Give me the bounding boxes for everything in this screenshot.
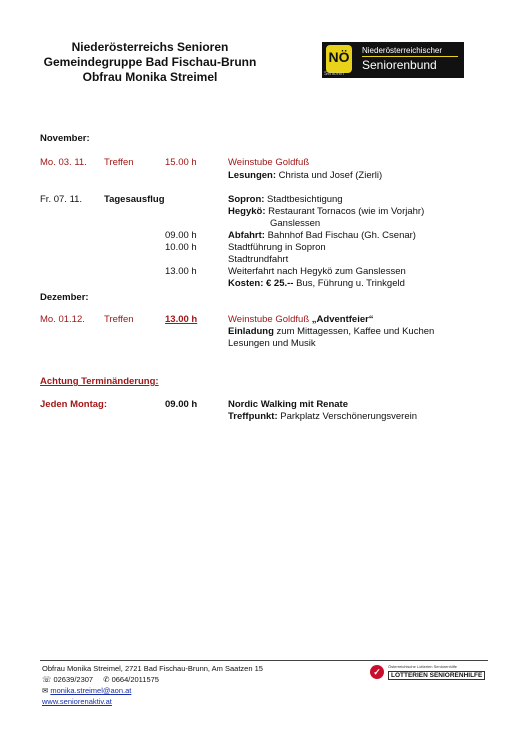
email-icon: ✉ bbox=[42, 686, 51, 695]
notice-time: 09.00 h bbox=[165, 399, 198, 410]
event-date: Mo. 03. 11. bbox=[40, 157, 87, 168]
event-type: Treffen bbox=[104, 314, 134, 325]
event-detail: Lesungen und Musik bbox=[228, 338, 316, 349]
logo-divider bbox=[362, 56, 458, 57]
footer-phones bbox=[42, 675, 159, 684]
detail-text: Stadtbesichtigung bbox=[264, 194, 343, 205]
event-date: Mo. 01.12. bbox=[40, 314, 85, 325]
detail-label: Treffpunkt: bbox=[228, 411, 278, 422]
cost-text: Bus, Führung u. Trinkgeld bbox=[293, 278, 405, 289]
footer-divider bbox=[40, 660, 488, 661]
footer-email-link[interactable]: monika.streimel@aon.at bbox=[50, 686, 132, 695]
event-time: 13.00 h bbox=[165, 266, 197, 277]
logo-badge: NÖ bbox=[326, 45, 352, 73]
event-date: Fr. 07. 11. bbox=[40, 194, 83, 205]
footer-address: Obfrau Monika Streimel, 2721 Bad Fischau-Brunn, Am Saatzen 15 bbox=[42, 664, 263, 673]
lotto-caption: Österreichische Lotterien Seniorenhilfe bbox=[388, 664, 457, 669]
event-detail: Ganslessen bbox=[270, 218, 321, 229]
cost-label: Kosten: € 25.-- bbox=[228, 278, 294, 289]
detail-label: Lesungen: bbox=[228, 170, 277, 181]
event-detail bbox=[228, 278, 405, 289]
event-location-line bbox=[228, 314, 374, 325]
detail-label: Einladung bbox=[228, 326, 274, 337]
phone-icon: ☏ bbox=[42, 675, 54, 684]
detail-text: Restaurant Tornacos (wie im Vorjahr) bbox=[265, 206, 425, 217]
mobile-icon: ✆ bbox=[103, 675, 112, 684]
notice-title: Nordic Walking mit Renate bbox=[228, 399, 348, 410]
lotterien-logo bbox=[370, 664, 486, 686]
logo-badge-caption: Senioren bbox=[324, 71, 345, 77]
event-detail bbox=[228, 194, 343, 205]
group-name: Gemeindegruppe Bad Fischau-Brunn bbox=[43, 55, 257, 69]
event-time: 10.00 h bbox=[165, 242, 197, 253]
event-location: Weinstube Goldfuß bbox=[228, 157, 310, 168]
detail-text: Parkplatz Verschönerungsverein bbox=[277, 411, 418, 422]
event-detail bbox=[228, 326, 434, 337]
lotterien-logo-icon: ✓ bbox=[370, 665, 384, 679]
lotto-title: LOTTERIEN SENIORENHILFE bbox=[388, 671, 485, 680]
detail-label: Sopron: bbox=[228, 194, 265, 205]
event-detail: Stadtrundfahrt bbox=[228, 254, 289, 265]
detail-label: Hegykö: bbox=[228, 206, 266, 217]
notice-day: Jeden Montag: bbox=[40, 399, 108, 410]
event-detail bbox=[228, 170, 382, 181]
event-type: Tagesausflug bbox=[104, 194, 165, 205]
footer-email-line bbox=[42, 686, 131, 695]
event-detail: Stadtführung in Sopron bbox=[228, 242, 326, 253]
detail-label: Abfahrt: bbox=[228, 230, 265, 241]
footer-phone: 02639/2307 bbox=[53, 675, 94, 684]
event-detail bbox=[228, 206, 424, 217]
heading-november: November: bbox=[40, 133, 90, 144]
detail-text: zum Mittagessen, Kaffee und Kuchen bbox=[273, 326, 435, 337]
event-detail bbox=[228, 230, 416, 241]
footer-mobile: 0664/2011575 bbox=[111, 675, 159, 684]
chairwoman-name: Obfrau Monika Streimel bbox=[82, 70, 218, 84]
event-location: Weinstube Goldfuß bbox=[228, 314, 312, 325]
footer-web-line bbox=[42, 697, 112, 706]
org-name: Niederösterreichs Senioren bbox=[71, 40, 229, 54]
event-title: „Adventfeier“ bbox=[311, 314, 374, 325]
heading-dezember: Dezember: bbox=[40, 292, 89, 303]
detail-text: Christa und Josef (Zierli) bbox=[276, 170, 383, 181]
footer-web-link[interactable]: www.seniorenaktiv.at bbox=[42, 697, 112, 706]
detail-text: Bahnhof Bad Fischau (Gh. Csenar) bbox=[264, 230, 416, 241]
seniorenbund-logo bbox=[322, 42, 464, 78]
logo-title: Seniorenbund bbox=[362, 58, 437, 72]
logo-subtitle: Niederösterreichischer bbox=[362, 46, 443, 55]
event-time: 13.00 h bbox=[165, 314, 198, 325]
event-type: Treffen bbox=[104, 157, 134, 168]
event-detail: Weiterfahrt nach Hegykö zum Ganslessen bbox=[228, 266, 406, 277]
notice-heading: Achtung Terminänderung: bbox=[40, 376, 159, 387]
notice-detail bbox=[228, 411, 417, 422]
event-time: 09.00 h bbox=[165, 230, 197, 241]
event-time: 15.00 h bbox=[165, 157, 197, 168]
